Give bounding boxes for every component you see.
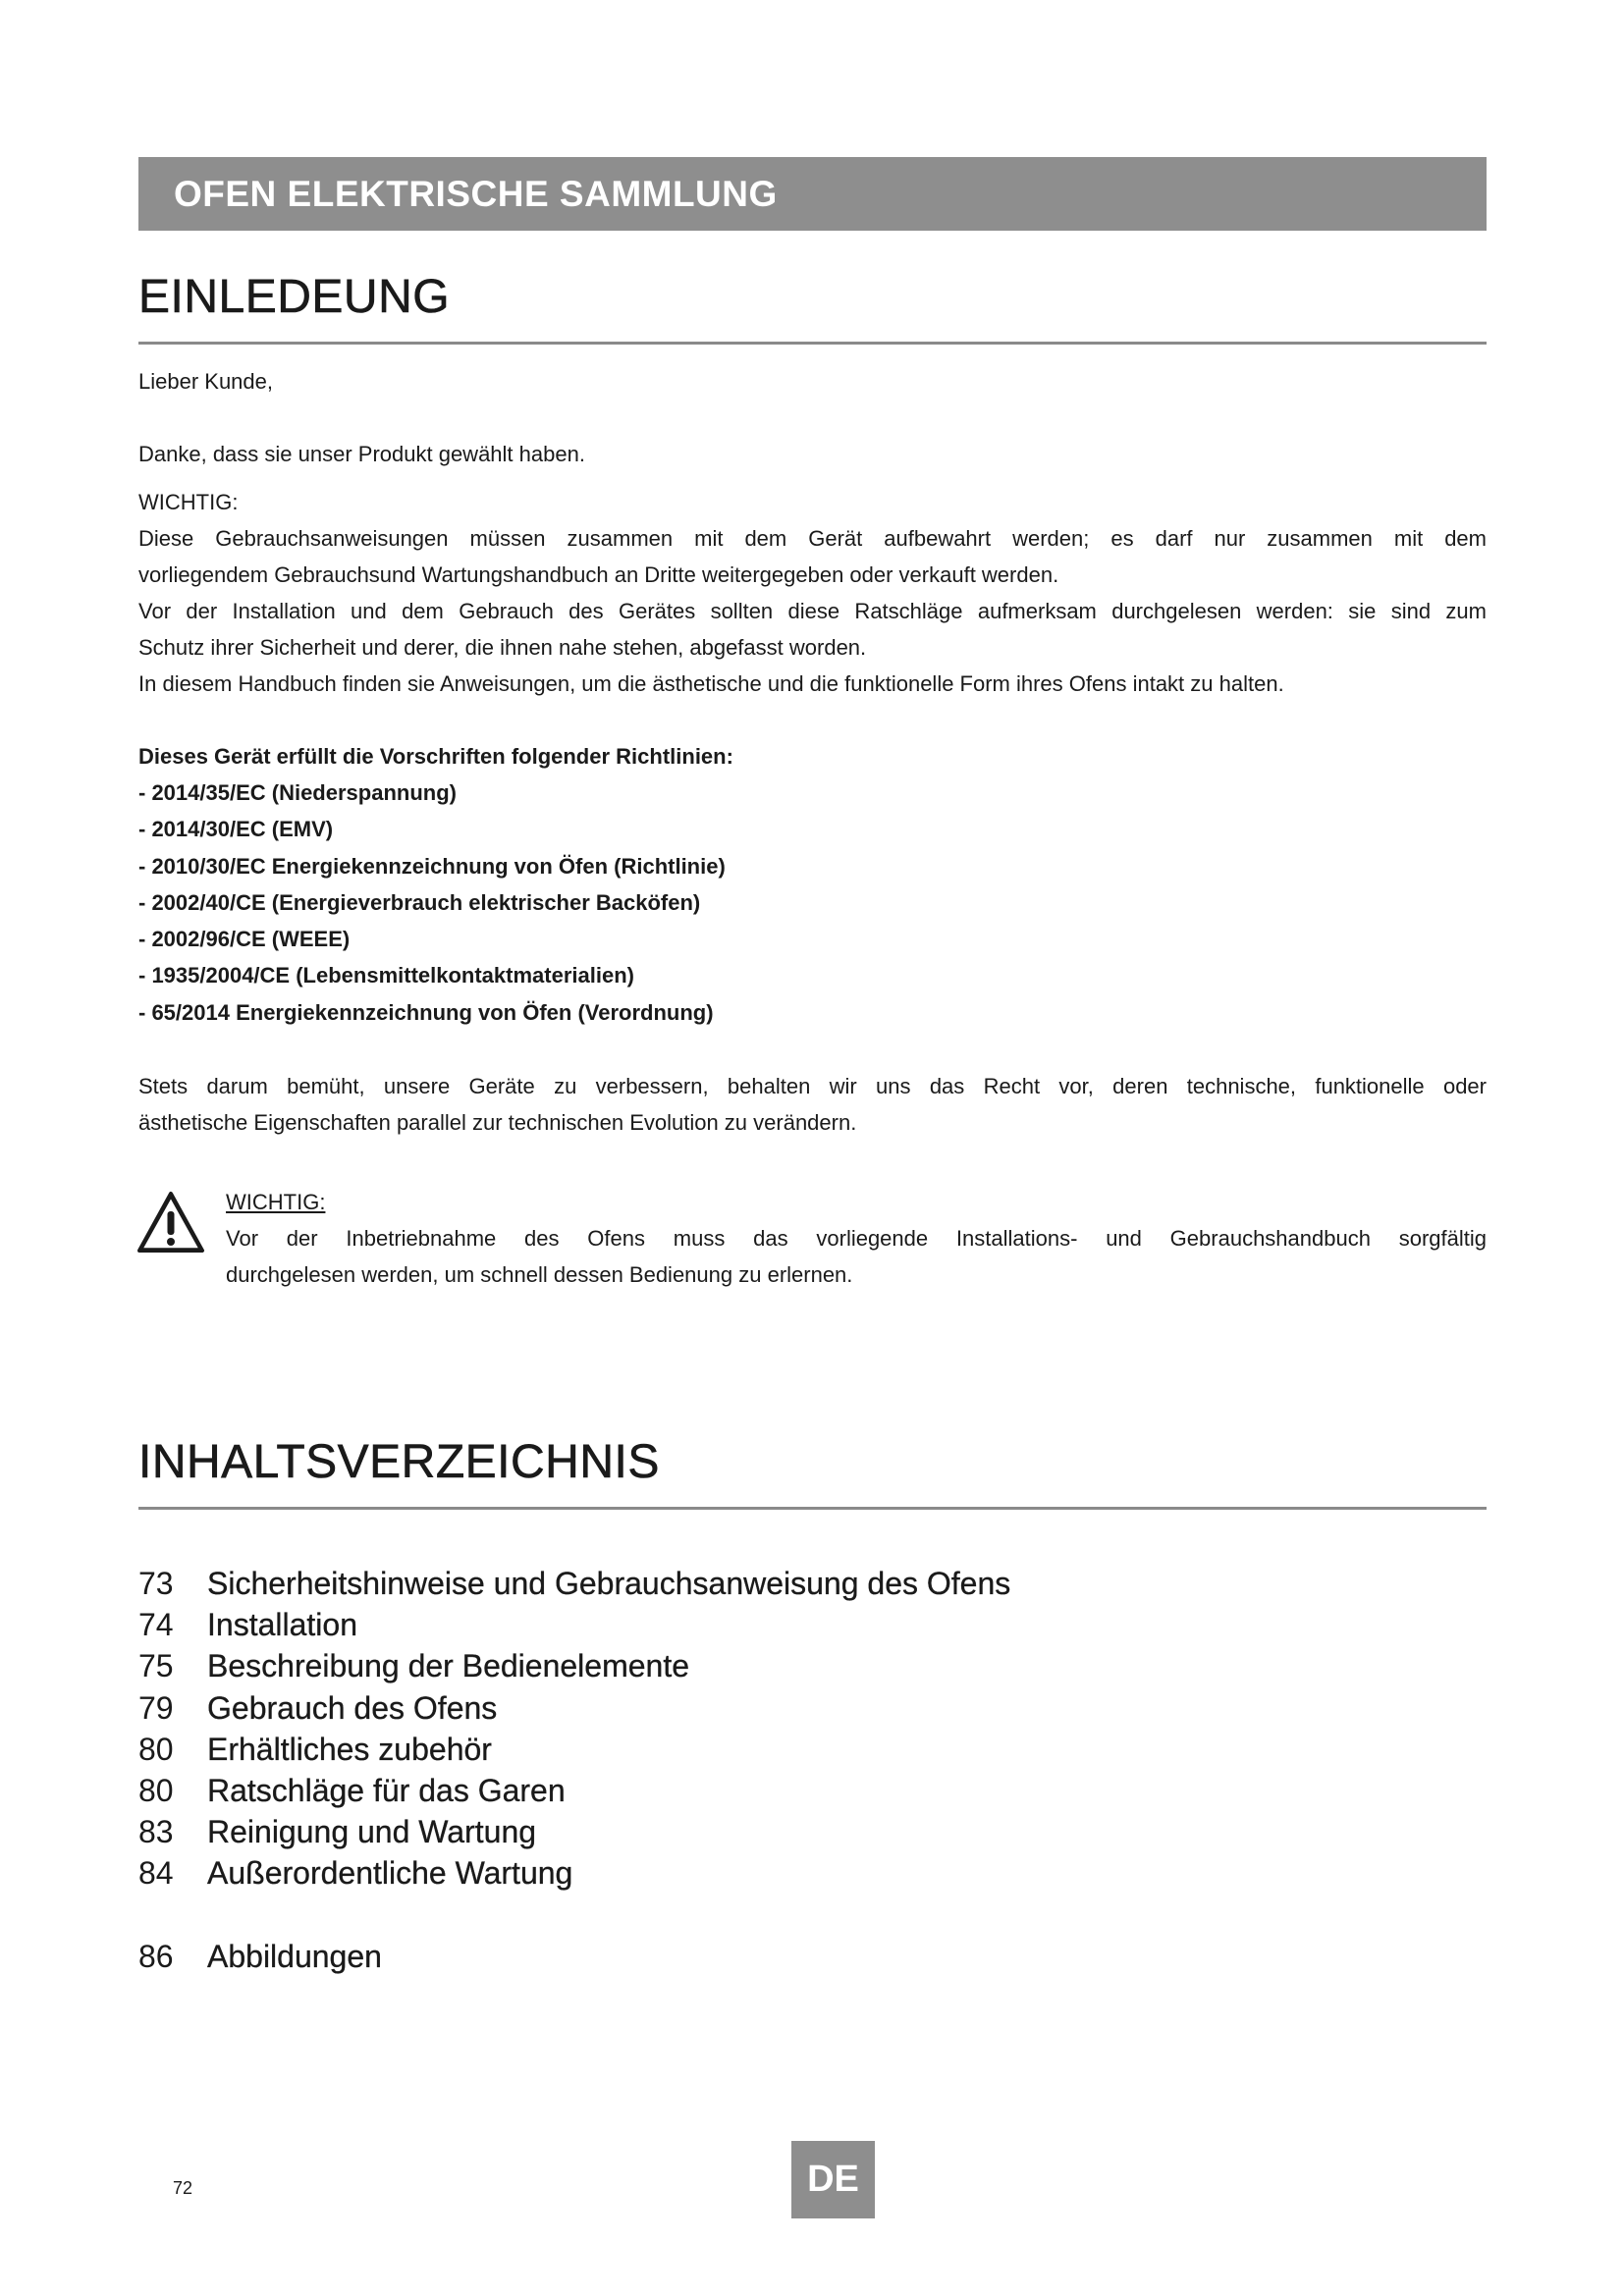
directive-item: - 65/2014 Energiekennzeichnung von Öfen (Verordnung) <box>138 999 714 1025</box>
toc-label: Erhältliches zubehör <box>207 1731 492 1767</box>
toc-entry[interactable] <box>138 1563 1010 1604</box>
toc-entry[interactable] <box>138 1645 1010 1686</box>
intro-paragraph-line: Diese Gebrauchsanweisungen müssen zusammen mit dem Gerät aufbewahrt werden; es darf nur zusammen mit dem <box>138 526 1487 551</box>
toc-entry[interactable] <box>138 1852 1010 1894</box>
document-banner: OFEN ELEKTRISCHE SAMMLUNG <box>138 157 1487 231</box>
warning-triangle-icon <box>136 1190 205 1255</box>
language-badge: DE <box>791 2141 875 2218</box>
improvement-line: ästhetische Eigenschaften parallel zur technischen Evolution zu verändern. <box>138 1110 857 1135</box>
toc-label: Ratschläge für das Garen <box>207 1772 566 1808</box>
warning-block <box>226 1184 1487 1293</box>
intro-paragraph <box>138 520 1487 702</box>
toc-label: Gebrauch des Ofens <box>207 1689 498 1726</box>
intro-paragraph-line: Schutz ihrer Sicherheit und derer, die ihnen nahe stehen, abgefasst worden. <box>138 635 867 660</box>
warning-title: WICHTIG: <box>226 1190 326 1214</box>
toc-entry[interactable] <box>138 1604 1010 1645</box>
thanks-text: Danke, dass sie unser Produkt gewählt haben. <box>138 442 585 466</box>
toc-page-number: 80 <box>138 1731 174 1767</box>
toc-label: Sicherheitshinweise und Gebrauchsanweisung des Ofens <box>207 1566 1011 1601</box>
directives-heading: Dieses Gerät erfüllt die Vorschriften folgender Richtlinien: <box>138 744 733 769</box>
toc-page-number: 80 <box>138 1772 174 1808</box>
toc-page-number: 79 <box>138 1689 174 1726</box>
toc-label: Reinigung und Wartung <box>207 1814 537 1850</box>
warning-line: Vor der Inbetriebnahme des Ofens muss das vorliegende Installations- und Gebrauchshandbuch sorgfältig <box>226 1226 1487 1251</box>
directives-list <box>138 774 726 1031</box>
improvement-paragraph <box>138 1068 1487 1141</box>
toc-page-number: 83 <box>138 1814 174 1850</box>
directive-item: - 2014/30/EC (EMV) <box>138 817 334 842</box>
intro-paragraph-line: In diesem Handbuch finden sie Anweisungen, um die ästhetische und die funktionelle Form ihres Ofens intakt zu halten. <box>138 671 1284 696</box>
toc-page-number: 75 <box>138 1648 174 1684</box>
warning-line: durchgelesen werden, um schnell dessen Bedienung zu erlernen. <box>226 1262 853 1287</box>
directive-item: - 1935/2004/CE (Lebensmittelkontaktmaterialien) <box>138 963 634 988</box>
toc-entry[interactable] <box>138 1770 1010 1811</box>
toc-label: Installation <box>207 1607 357 1643</box>
table-of-contents <box>138 1563 1010 1977</box>
toc-title-rule <box>138 1507 1487 1510</box>
toc-title: INHALTSVERZEICHNIS <box>138 1436 660 1488</box>
improvement-line: Stets darum bemüht, unsere Geräte zu verbessern, behalten wir uns das Recht vor, deren technische, funktionelle oder <box>138 1074 1487 1098</box>
greeting: Lieber Kunde, <box>138 369 273 394</box>
directive-item: - 2002/40/CE (Energieverbrauch elektrischer Backöfen) <box>138 889 701 915</box>
directive-item: - 2010/30/EC Energiekennzeichnung von Öfen (Richtlinie) <box>138 853 726 879</box>
toc-page-number: 86 <box>138 1938 174 1974</box>
directive-item: - 2014/35/EC (Niederspannung) <box>138 780 457 805</box>
toc-entry[interactable] <box>138 1811 1010 1852</box>
toc-page-number: 73 <box>138 1566 174 1601</box>
toc-page-number: 84 <box>138 1855 174 1892</box>
page-number: 72 <box>173 2178 193 2198</box>
toc-page-number: 74 <box>138 1607 174 1643</box>
toc-label: Außerordentliche Wartung <box>207 1855 573 1892</box>
toc-entry[interactable] <box>138 1936 1010 1977</box>
toc-entry[interactable] <box>138 1687 1010 1729</box>
toc-label: Abbildungen <box>207 1938 382 1974</box>
intro-paragraph-line: vorliegendem Gebrauchsund Wartungshandbuch an Dritte weitergegeben oder verkauft werden. <box>138 562 1059 587</box>
intro-title-rule <box>138 342 1487 345</box>
important-label: WICHTIG: <box>138 490 239 514</box>
intro-paragraph-line: Vor der Installation und dem Gebrauch des Gerätes sollten diese Ratschläge aufmerksam durchgelesen werden: sie sind zum <box>138 599 1487 623</box>
intro-title: EINLEDEUNG <box>138 271 451 323</box>
toc-label: Beschreibung der Bedienelemente <box>207 1648 689 1684</box>
toc-entry[interactable] <box>138 1729 1010 1770</box>
directive-item: - 2002/96/CE (WEEE) <box>138 927 351 952</box>
